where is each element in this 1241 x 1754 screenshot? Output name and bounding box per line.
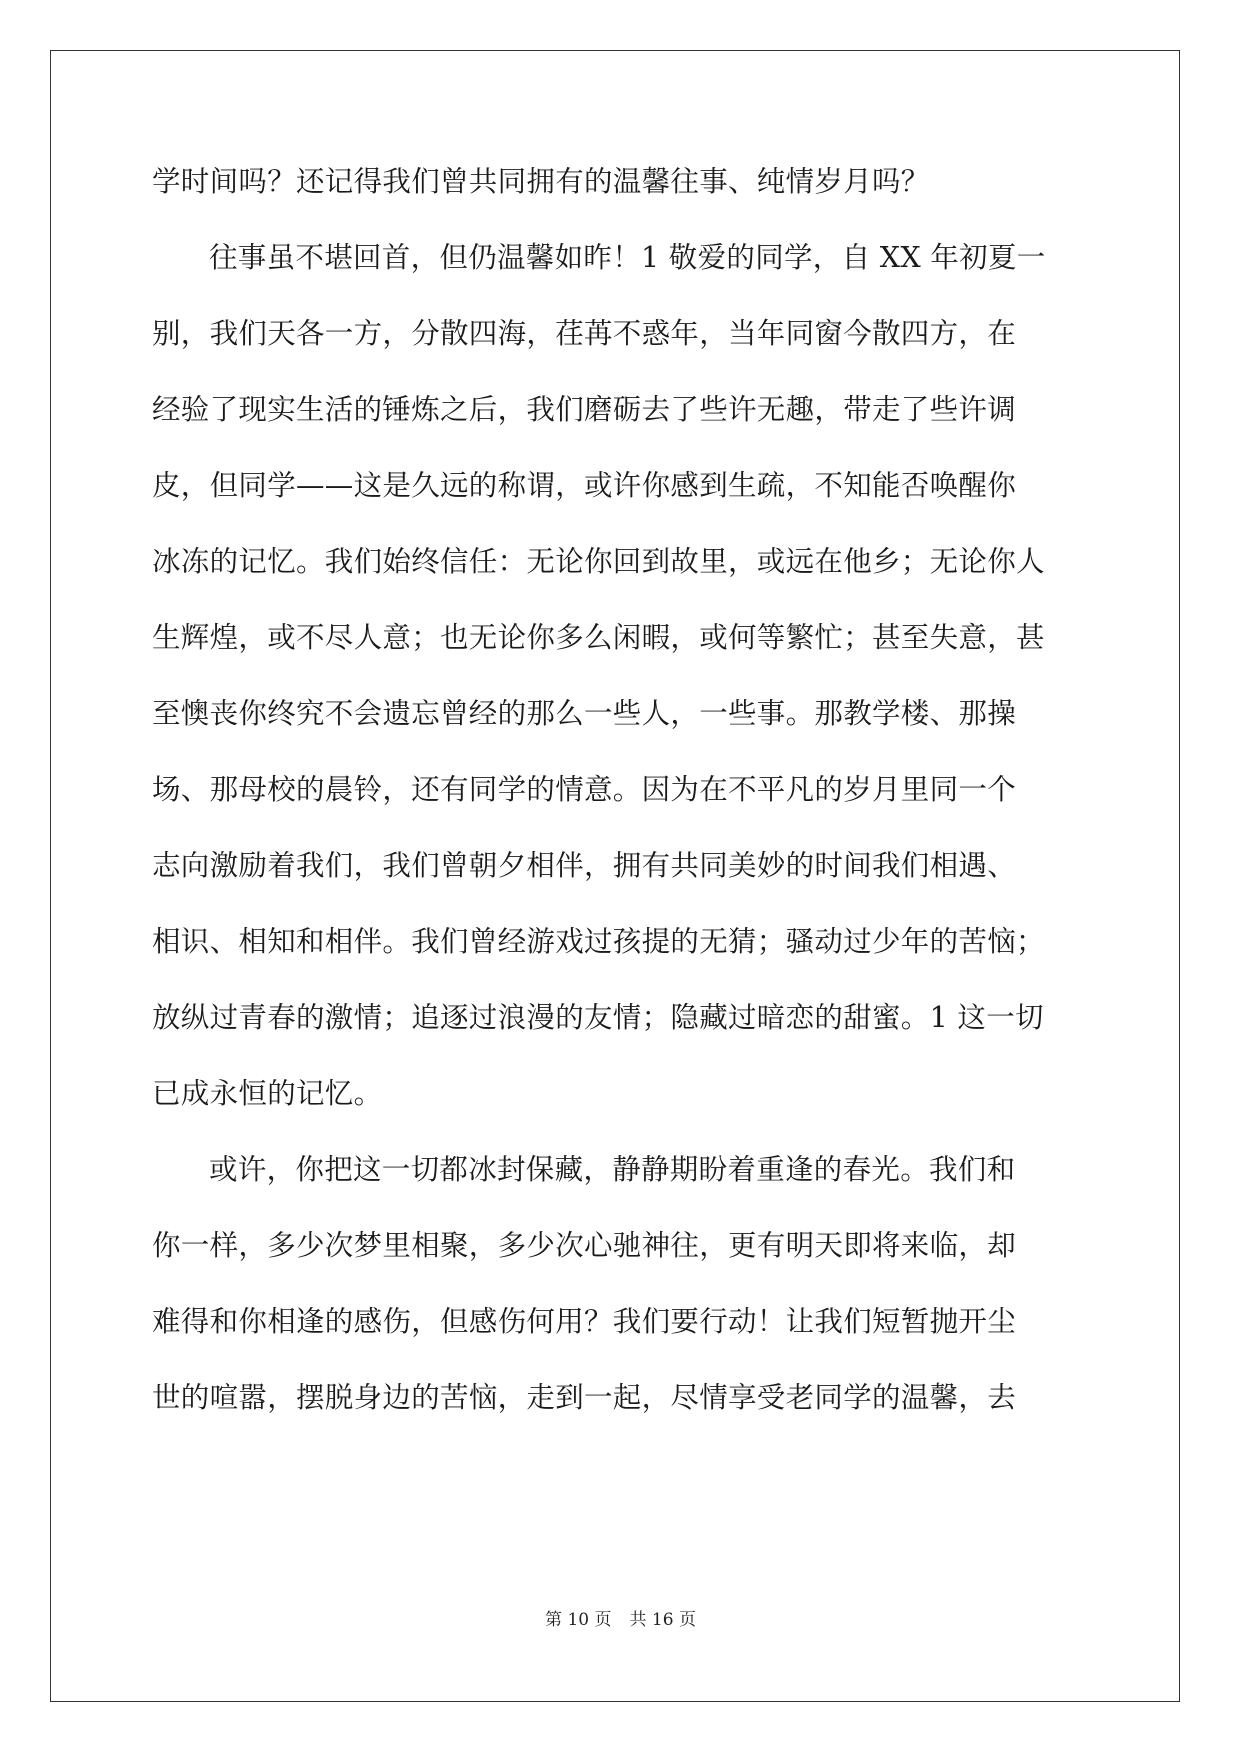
text-line: 学时间吗？还记得我们曾共同拥有的温馨往事、纯情岁月吗？ (152, 165, 930, 198)
text-line: 放纵过青春的激情；追逐过浪漫的友情；隐藏过暗恋的甜蜜。1 这一切 (152, 1001, 1044, 1034)
text-line: 难得和你相逢的感伤，但感伤何用？我们要行动！让我们短暂抛开尘 (152, 1305, 1017, 1338)
text-line: 冰冻的记忆。我们始终信任：无论你回到故里，或远在他乡；无论你人 (152, 545, 1045, 578)
text-line: 志向激励着我们，我们曾朝夕相伴，拥有共同美妙的时间我们相遇、 (152, 849, 1017, 882)
text-line: 经验了现实生活的锤炼之后，我们磨砺去了些许无趣，带走了些许调 (152, 393, 1017, 426)
page-footer (0, 1609, 1241, 1631)
page-number: 第 10 页 (545, 1610, 612, 1630)
page-total: 共 16 页 (629, 1610, 696, 1630)
text-line: 场、那母校的晨铃，还有同学的情意。因为在不平凡的岁月里同一个 (152, 773, 1017, 806)
text-line: 至懊丧你终究不会遗忘曾经的那么一些人，一些事。那教学楼、那操 (152, 697, 1017, 730)
text-line: 生辉煌，或不尽人意；也无论你多么闲暇，或何等繁忙；甚至失意，甚 (152, 621, 1045, 654)
text-line: 别，我们天各一方，分散四海，荏苒不惑年，当年同窗今散四方，在 (152, 317, 1017, 350)
text-line: 相识、相知和相伴。我们曾经游戏过孩提的无猜；骚动过少年的苦恼； (152, 925, 1045, 958)
paragraph-start-line: 往事虽不堪回首，但仍温馨如昨！1 敬爱的同学，自 XX 年初夏一 (209, 241, 1046, 274)
text-line: 你一样，多少次梦里相聚，多少次心驰神往，更有明天即将来临，却 (152, 1229, 1017, 1262)
text-line: 世的喧嚣，摆脱身边的苦恼，走到一起，尽情享受老同学的温馨，去 (152, 1381, 1017, 1414)
text-line: 皮，但同学——这是久远的称谓，或许你感到生疏，不知能否唤醒你 (152, 469, 1017, 502)
text-line: 已成永恒的记忆。 (152, 1077, 383, 1110)
paragraph-start-line: 或许，你把这一切都冰封保藏，静静期盼着重逢的春光。我们和 (209, 1153, 1016, 1186)
